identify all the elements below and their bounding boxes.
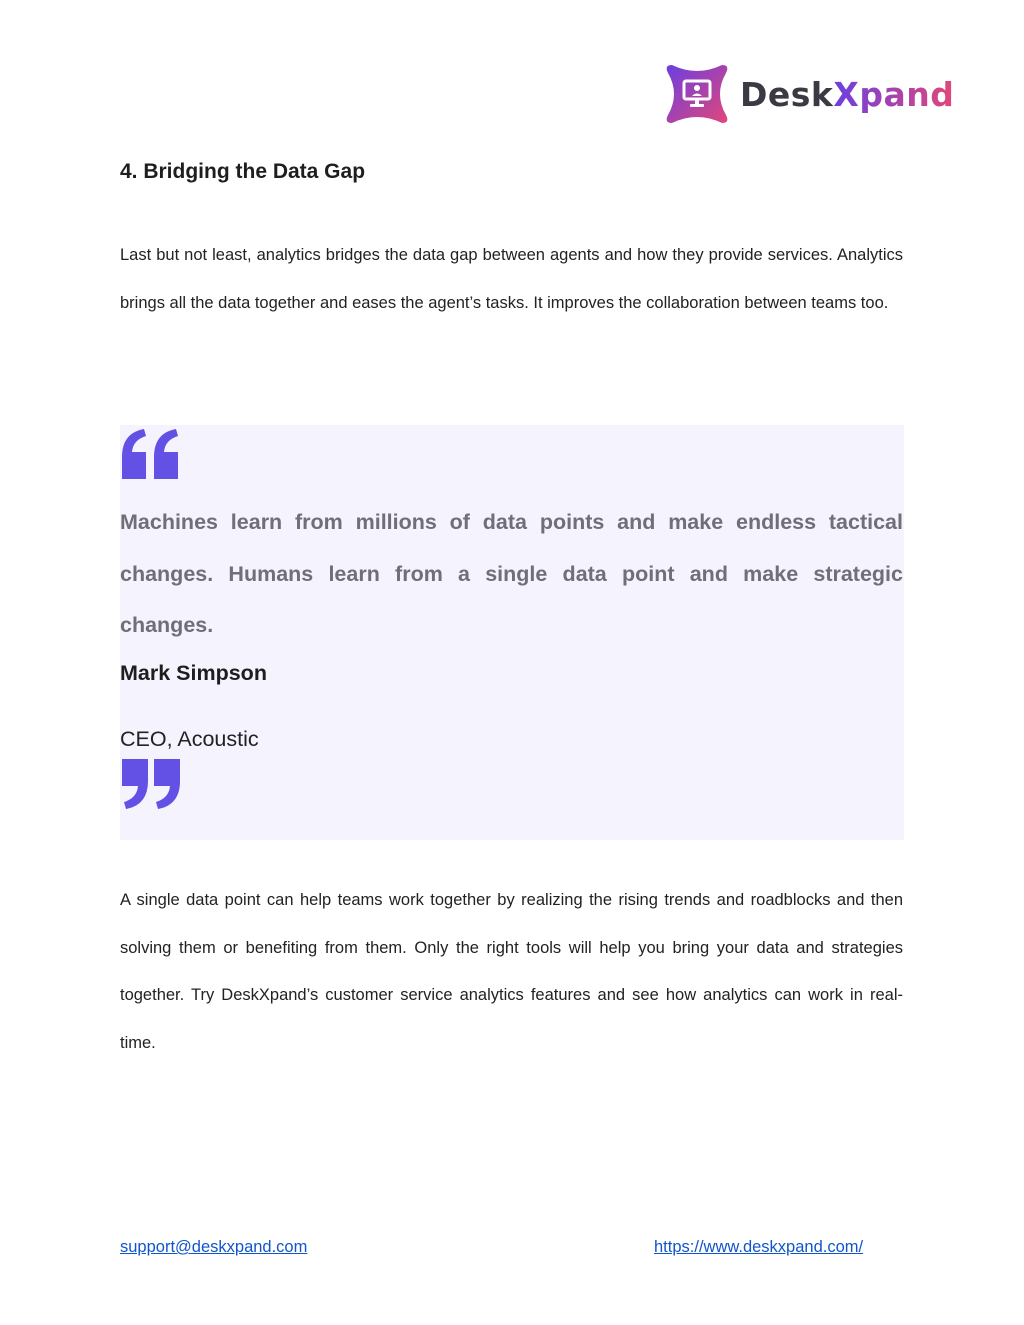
quote-author-role: CEO, Acoustic <box>120 727 259 751</box>
quote-text: Machines learn from millions of data points and make endless tactical changes. Humans learn from a single data point and make strategic changes. <box>120 510 903 637</box>
deskxpand-logo <box>664 60 954 128</box>
intro-paragraph: Last but not least, analytics bridges the data gap between agents and how they provide services. Analytics brings all the data together and eases the agent’s tasks. It improves the collaboration between teams too. <box>120 246 903 312</box>
logo-wordmark <box>740 75 954 114</box>
quote-open-icon <box>120 427 182 479</box>
section-heading: 4. Bridging the Data Gap <box>120 160 366 183</box>
website-link[interactable]: https://www.deskxpand.com/ <box>654 1238 864 1256</box>
deskxpand-logo-icon <box>664 61 730 127</box>
logo-word-desk: Desk <box>740 74 834 114</box>
quote-author: Mark Simpson <box>120 661 267 685</box>
closing-paragraph: A single data point can help teams work together by realizing the rising trends and roadblocks and then solving them or benefiting from them. Only the right tools will help you bring your data and strategies together. Try DeskXpand’s customer service analytics features and see how analytics can work in real-time. <box>120 891 903 1053</box>
quote-close-icon <box>120 759 182 811</box>
quote-block <box>120 425 904 840</box>
logo-word-xpand: Xpand <box>833 74 955 114</box>
support-email-link[interactable]: support@deskxpand.com <box>120 1238 308 1256</box>
